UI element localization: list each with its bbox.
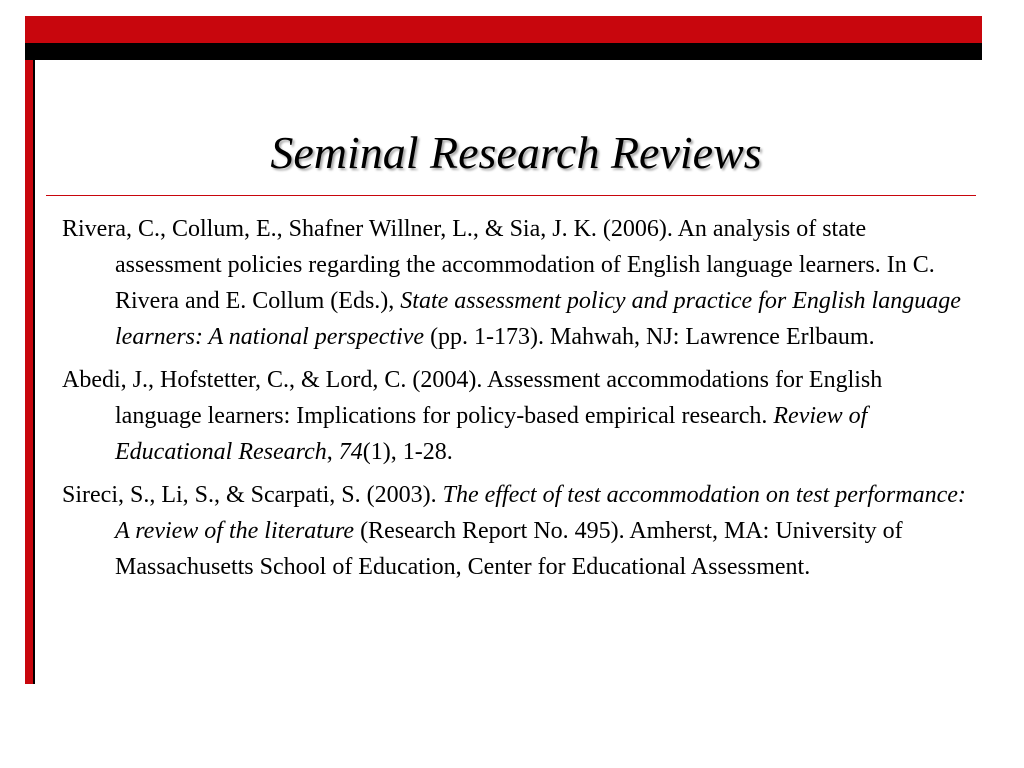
left-red-bar: [25, 60, 33, 684]
top-black-bar: [25, 43, 982, 60]
reference-text: (1), 1-28.: [362, 439, 453, 465]
reference-text: Sireci, S., Li, S., & Scarpati, S. (2003).: [62, 482, 443, 508]
reference-journal-title: Review of Educational Research: [115, 403, 868, 465]
reference-report-title: The effect of test accommodation on test performance: A review of the literature: [115, 482, 966, 544]
reference-text: Abedi, J., Hofstetter, C., & Lord, C. (2004). Assessment accommodations for English language learners: Implications for policy-based empirical research.: [62, 367, 883, 429]
reference-abedi: [62, 362, 972, 470]
title-divider: [46, 195, 976, 196]
reference-text: ,: [326, 439, 339, 465]
reference-rivera: [62, 211, 972, 355]
reference-text: (Research Report No. 495). Amherst, MA: University of Massachusetts School of Education, Center for Educational Assessment.: [115, 518, 903, 580]
reference-sireci: [62, 477, 972, 585]
top-red-bar: [25, 16, 982, 43]
reference-text: (pp. 1-173). Mahwah, NJ: Lawrence Erlbaum.: [424, 324, 875, 350]
reference-list: [62, 211, 972, 592]
slide-title: Seminal Research Reviews: [270, 126, 762, 178]
left-black-bar: [33, 60, 35, 684]
reference-text: Rivera, C., Collum, E., Shafner Willner, L., & Sia, J. K. (2006). An analysis of state assessment policies regarding the accommodation of English language learners. In C. Rivera and E. Collum (Eds.),: [62, 216, 935, 314]
reference-volume: 74: [338, 439, 363, 465]
reference-book-title: State assessment policy and practice for English language learners: A national perspective: [115, 288, 961, 350]
